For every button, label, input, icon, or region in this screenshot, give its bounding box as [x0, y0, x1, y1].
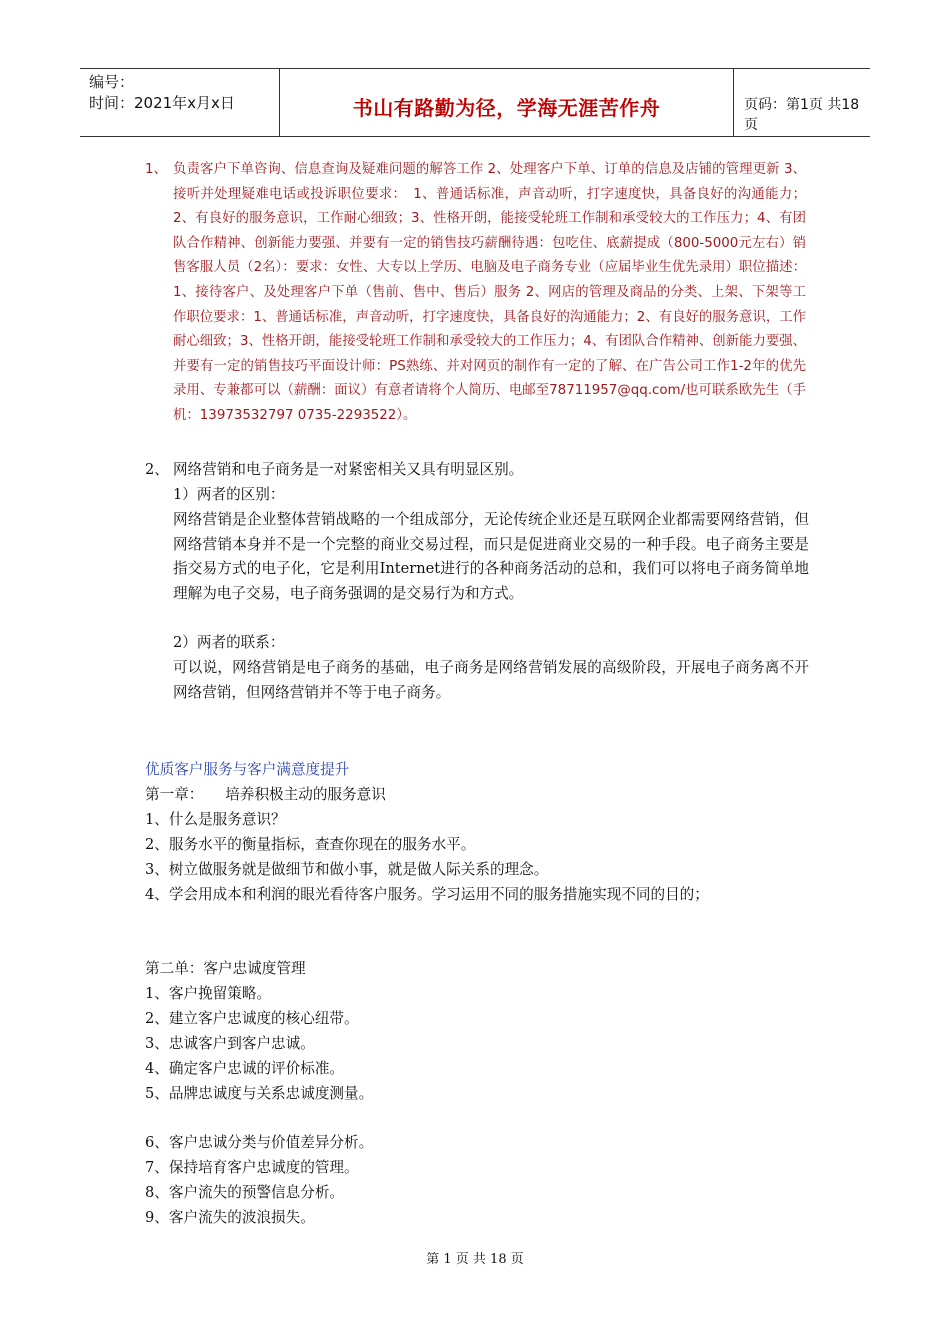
- unit2-item: 4、确定客户忠诚的评价标准。: [145, 1060, 345, 1077]
- item1-number: 1、: [145, 162, 167, 177]
- item2-sub1-title: 1）两者的区别：: [173, 486, 285, 503]
- unit2-item: 5、品牌忠诚度与关系忠诚度测量。: [145, 1085, 374, 1102]
- unit2-item: 7、保持培育客户忠诚度的管理。: [145, 1159, 359, 1176]
- item2-number: 2、: [145, 461, 169, 478]
- unit2-item: 1、客户挽留策略。: [145, 985, 272, 1002]
- unit2-item: 6、客户忠诚分类与价值差异分析。: [145, 1134, 374, 1151]
- unit1-item: 1、什么是服务意识？: [145, 811, 286, 828]
- item2-sub2-text: 可以说，网络营销是电子商务的基础，电子商务是网络营销发展的高级阶段，开展电子商务离不开网络营销，但网络营销并不等于电子商务。: [173, 659, 809, 701]
- item2-sub1-text: 网络营销是企业整体营销战略的一个组成部分，无论传统企业还是互联网企业都需要网络营销，但网络营销本身并不是一个完整的商业交易过程，而只是促进商业交易的一种手段。电子商务主要是指交易方式的电子化，它是利用Internet进行的各种商务活动的总和，我们可以将电子商务简单地理解为电子交易，电子商务强调的是交易行为和方式。: [173, 511, 809, 602]
- unit1-item: 4、学会用成本和利润的眼光看待客户服务。学习运用不同的服务措施实现不同的目的；: [145, 886, 709, 903]
- number-label: 编号：: [89, 73, 135, 91]
- unit2-item: 9、客户流失的波浪损失。: [145, 1209, 315, 1226]
- item1-text: 负责客户下单咨询、信息查询及疑难问题的解答工作 2、处理客户下单、订单的信息及店铺的管理更新 3、接听并处理疑难电话或投诉职位要求： 1、普通话标准，声音动听，打字速度快，具备良好的沟通能力；2、有良好的服务意识，工作耐心细致；3、性格开朗，能接受轮班工作制和承受较大的工作压力；4、有团队合作精神、创新能力要强、并要有一定的销售技巧薪酬待遇：包吃住、底薪提成（800-5000元左右）销售客服人员（2名）：要求：女性、大专以上学历、电脑及电子商务专业（应届毕业生优先录用）职位描述：1、接待客户、及处理客户下单（售前、售中、售后）服务 2、网店的管理及商品的分类、上架、下架等工作职位要求：1、普通话标准，声音动听，打字速度快，具备良好的沟通能力；2、有良好的服务意识，工作耐心细致；3、性格开朗，能接受轮班工作制和承受较大的工作压力；4、有团队合作精神、创新能力要强、并要有一定的销售技巧平面设计师：PS熟练、并对网页的制作有一定的了解、在广告公司工作1-2年的优先录用、专兼都可以（薪酬：面议）有意者请将个人简历、电邮至78711957@qq.com/也可联系欧先生（手机：13973532797 0735-2293522）。: [173, 162, 807, 423]
- course-title: 优质客户服务与客户满意度提升: [145, 761, 350, 778]
- unit1-title: 第一章： 培养积极主动的服务意识: [145, 786, 386, 803]
- item2-title: 网络营销和电子商务是一对紧密相关又具有明显区别。: [173, 461, 524, 478]
- unit1-item: 3、树立做服务就是做细节和做小事，就是做人际关系的理念。: [145, 861, 549, 878]
- unit2-item: 2、建立客户忠诚度的核心纽带。: [145, 1010, 359, 1027]
- unit2-item: 8、客户流失的预警信息分析。: [145, 1184, 345, 1201]
- page-footer: 第 1 页 共 18 页: [426, 1252, 524, 1267]
- unit2-title: 第二单：客户忠诚度管理: [145, 960, 306, 977]
- unit2-item: 3、忠诚客户到客户忠诚。: [145, 1035, 315, 1052]
- header-page-info: 页码：第1页 共18页: [744, 97, 860, 133]
- unit1-item: 2、服务水平的衡量指标，查查你现在的服务水平。: [145, 836, 476, 853]
- item2-sub2-title: 2）两者的联系：: [173, 634, 285, 651]
- page-header: [80, 68, 870, 137]
- header-meta: [80, 69, 280, 136]
- header-motto-cell: [280, 69, 734, 136]
- header-motto: 书山有路勤为径，学海无涯苦作舟: [352, 96, 661, 120]
- time-label: 时间：2021年x月x日: [89, 94, 235, 112]
